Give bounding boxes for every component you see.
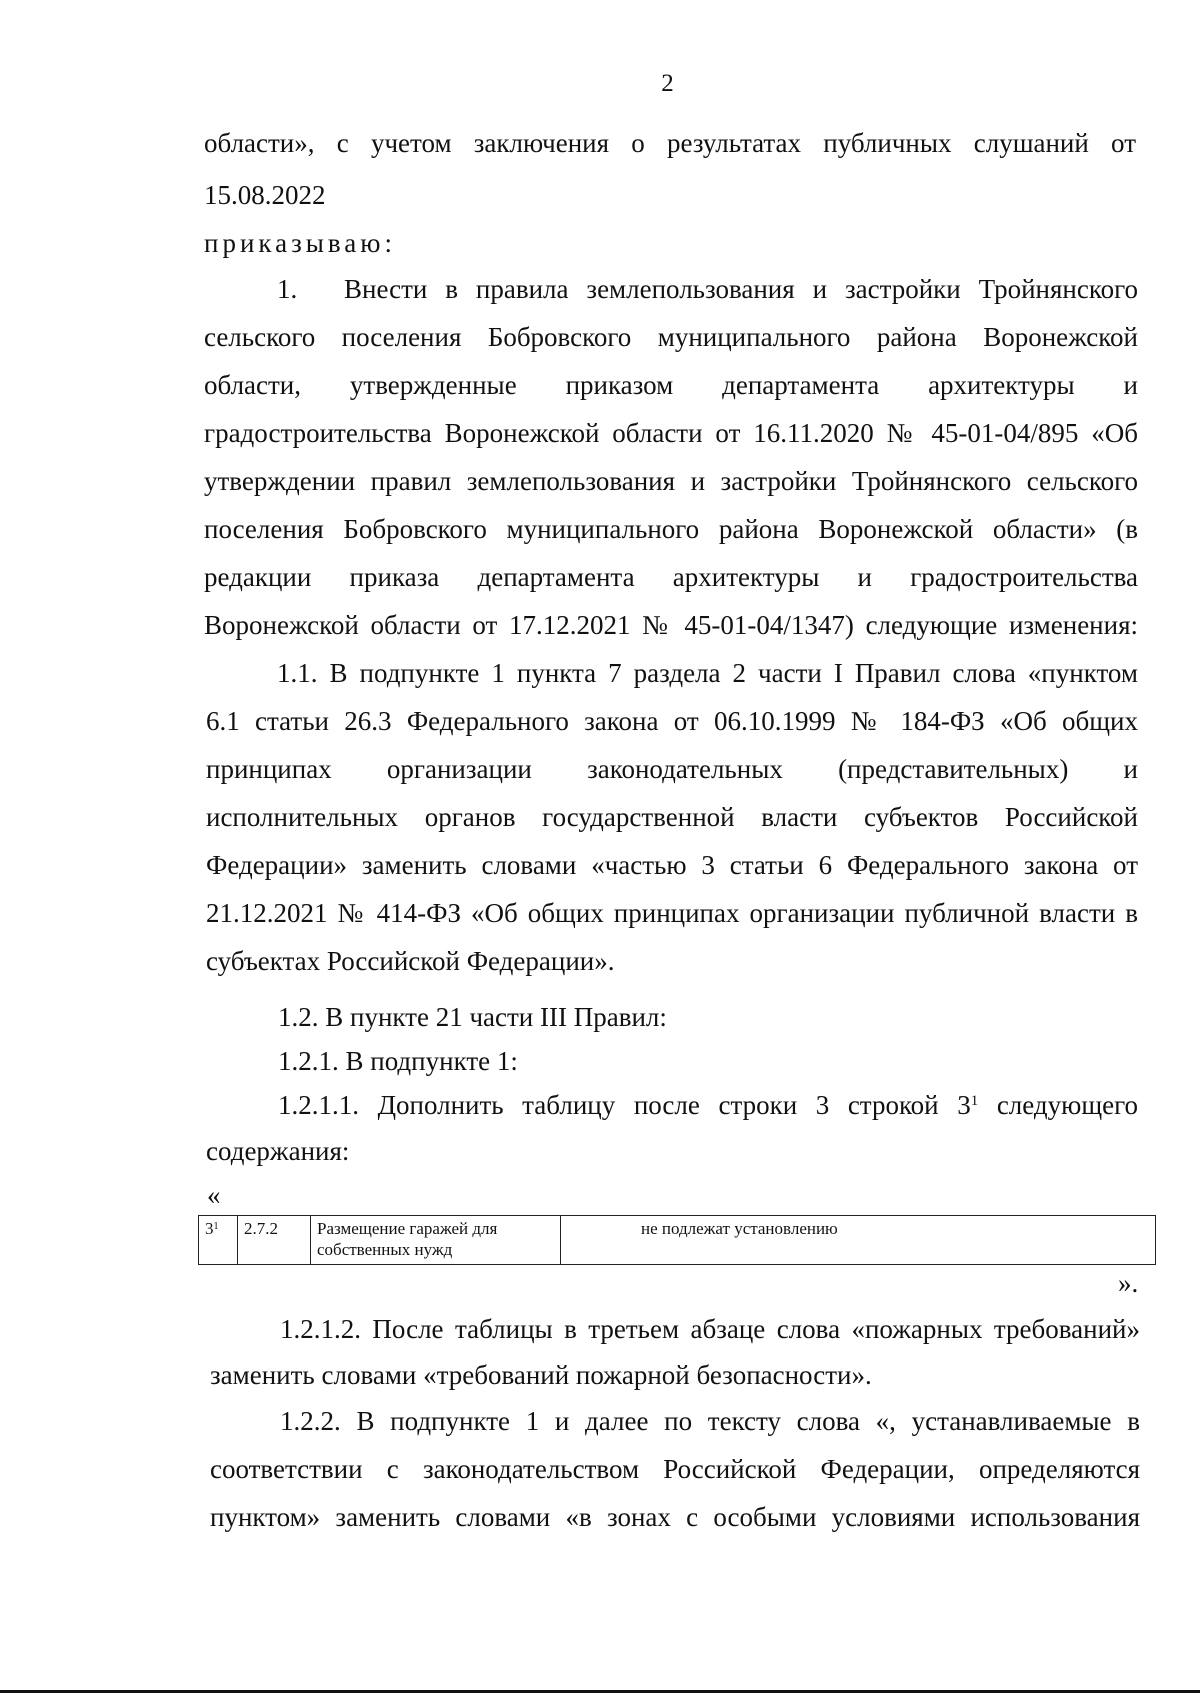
item-1-1-line-1: 1.1. В подпункте 1 пункта 7 раздела 2 части I Правил слова «пунктом <box>277 658 1138 688</box>
item-1-2-1-2-line-1: 1.2.1.2. После таблицы в третьем абзаце слова «пожарных требований» <box>280 1314 1140 1344</box>
amendment-table <box>198 1215 1156 1265</box>
item-1-line-7: редакции приказа департамента архитектуры и градостроительства <box>204 562 1138 592</box>
item-1-2-1: 1.2.1. В подпункте 1: <box>278 1046 518 1076</box>
item-1-line-6: поселения Бобровского муниципального района Воронежской области» (в <box>204 514 1138 544</box>
page-number: 2 <box>661 70 674 97</box>
item-1-line-3: области, утвержденные приказом департамента архитектуры и <box>204 370 1138 400</box>
item-1-line-4: градостроительства Воронежской области от 16.11.2020 № 45-01-04/895 «Об <box>204 418 1138 448</box>
item-1-number: 1. <box>277 274 298 304</box>
item-1-1-line-2: 6.1 статьи 26.3 Федерального закона от 06.10.1999 № 184-ФЗ «Об общих <box>206 706 1138 736</box>
item-1-2-2-line-2: соответствии с законодательством Российской Федерации, определяются <box>210 1454 1140 1484</box>
item-1-1-line-3: принципах организации законодательных (представительных) и <box>206 754 1138 784</box>
item-1-1-line-4: исполнительных органов государственной власти субъектов Российской <box>206 802 1138 832</box>
item-1-2-1-2-line-2: заменить словами «требований пожарной безопасности». <box>210 1360 872 1390</box>
intro-line-1: области», с учетом заключения о результатах публичных слушаний от <box>204 128 1136 158</box>
item-1-2: 1.2. В пункте 21 части III Правил: <box>278 1002 667 1032</box>
item-1-1-line-7: субъектах Российской Федерации». <box>206 946 615 976</box>
table-cell-code: 2.7.2 <box>238 1216 311 1265</box>
quote-open: « <box>207 1180 221 1210</box>
table-cell-description: Размещение гаражей для собственных нужд <box>311 1216 561 1265</box>
item-1-line-1: Внести в правила землепользования и застройки Тройнянского <box>344 274 1138 304</box>
table-cell-row-number: $3^1$ <box>199 1216 238 1265</box>
intro-line-2: 15.08.2022 <box>204 180 326 210</box>
item-1-line-8: Воронежской области от 17.12.2021 № 45-01-04/1347) следующие изменения: <box>204 610 1138 640</box>
quote-close: ». <box>1118 1268 1139 1298</box>
table-cell-value: не подлежат установлению <box>561 1216 1156 1265</box>
item-1-2-2-line-3: пунктом» заменить словами «в зонах с особыми условиями использования <box>210 1502 1140 1532</box>
order-word: приказываю: <box>204 228 396 258</box>
item-1-2-1-1-line-2: содержания: <box>206 1136 350 1166</box>
item-1-1-line-6: 21.12.2021 № 414-ФЗ «Об общих принципах организации публичной власти в <box>206 898 1138 928</box>
item-1-1-line-5: Федерации» заменить словами «частью 3 статьи 6 Федерального закона от <box>206 850 1138 880</box>
item-1-2-1-1-text-after: следующего <box>978 1090 1138 1120</box>
item-1-2-1-1-line-1 <box>278 1088 1138 1122</box>
table-row <box>199 1216 1156 1265</box>
item-1-2-1-1-sup: 1 <box>970 1093 979 1109</box>
item-1-2-1-1-text-before: 1.2.1.1. Дополнить таблицу после строки 3 строкой 3 <box>278 1090 971 1120</box>
item-1-2-2-line-1: 1.2.2. В подпункте 1 и далее по тексту слова «, устанавливаемые в <box>280 1406 1140 1436</box>
item-1-line-5: утверждении правил землепользования и застройки Тройнянского сельского <box>204 466 1138 496</box>
item-1-line-2: сельского поселения Бобровского муниципального района Воронежской <box>204 322 1138 352</box>
